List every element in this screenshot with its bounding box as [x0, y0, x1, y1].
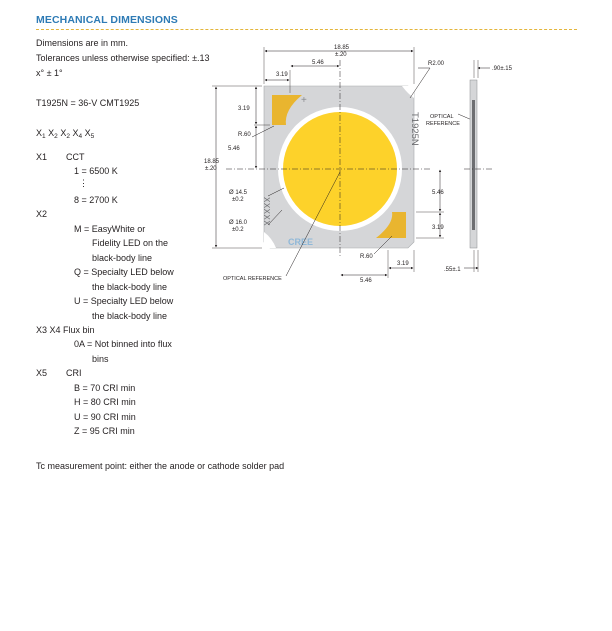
dim-r60-top: R.60 — [238, 132, 251, 138]
code-subscript: 1 — [42, 133, 46, 140]
x2-option-u-cont: the black-body line — [92, 311, 168, 321]
dim-145-tol: ±0.2 — [232, 197, 244, 203]
code-subscript: 2 — [54, 133, 58, 140]
tolerance-note: Tolerances unless otherwise specified: ±.13 — [36, 53, 210, 63]
x2-option-q-cont: the black-body line — [92, 282, 168, 292]
dim-total-height: 18.85 — [204, 159, 220, 165]
x1-option: 1 = 6500 K — [74, 166, 118, 176]
dim-r200: R2.00 — [428, 61, 445, 67]
optical-reference-right: REFERENCE — [426, 121, 460, 127]
x34-option-cont: bins — [92, 354, 109, 364]
dim-thickness: .90±.15 — [492, 66, 512, 72]
x2-option-m: M = EasyWhite or — [74, 224, 146, 234]
dim-319-right: 3.19 — [432, 225, 444, 231]
leader-r200 — [410, 68, 430, 98]
dim-546-right: 5.46 — [432, 190, 444, 196]
part-code-template — [36, 128, 94, 140]
x5-label: X5 — [36, 368, 48, 378]
code-letter: X — [60, 128, 67, 138]
optical-reference-right: OPTICAL — [430, 114, 454, 120]
x5-name: CRI — [66, 368, 82, 378]
dim-160-tol: ±0.2 — [232, 227, 244, 233]
x5-option: B = 70 CRI min — [74, 383, 136, 393]
code-letter: X — [36, 128, 43, 138]
dim-total-width: 18.85 — [334, 45, 350, 51]
dim-546-bottom: 5.46 — [360, 278, 372, 284]
code-subscript: 4 — [78, 133, 83, 140]
code-subscript: 5 — [90, 133, 95, 140]
x34-label: X3 X4 Flux bin — [36, 325, 95, 335]
tc-measurement-note: Tc measurement point: either the anode or cathode solder pad — [36, 461, 285, 471]
dim-160: Ø 16.0 — [229, 220, 248, 226]
dim-145: Ø 14.5 — [229, 190, 248, 196]
x2-label: X2 — [36, 209, 48, 219]
x2-option-u: U = Specialty LED below — [74, 296, 174, 306]
part-marking: T1925N — [409, 112, 420, 146]
part-code: XXXXX — [262, 197, 271, 227]
x2-option-q: Q = Specialty LED below — [74, 267, 174, 277]
x5-option: H = 80 CRI min — [74, 397, 136, 407]
dim-total-height-tol: ±.20 — [205, 166, 217, 172]
dim-total-width-tol: ±.20 — [335, 52, 347, 58]
section-heading: MECHANICAL DIMENSIONS — [36, 14, 178, 26]
x5-option: U = 90 CRI min — [74, 412, 136, 422]
x5-option: Z = 95 CRI min — [74, 426, 135, 436]
x34-option: 0A = Not binned into flux — [74, 339, 172, 349]
code-subscript: 2 — [66, 133, 70, 140]
code-letter: X — [84, 128, 91, 138]
optical-reference-left: OPTICAL REFERENCE — [223, 276, 282, 282]
side-view-lens — [472, 100, 475, 230]
dim-r60-bottom: R.60 — [360, 254, 373, 260]
plus-mark: + — [301, 95, 307, 106]
model-code: T1925N = 36-V CMT1925 — [36, 98, 140, 108]
x2-option-m-cont: Fidelity LED on the — [92, 238, 169, 248]
dim-546-top: 5.46 — [312, 60, 324, 66]
x1-option: 8 = 2700 K — [74, 195, 118, 205]
heading-divider — [36, 29, 577, 30]
dim-546-left: 5.46 — [228, 146, 240, 152]
x2-option-m-cont: black-body line — [92, 253, 153, 263]
x1-ellipsis: ⋮ — [79, 178, 88, 188]
angle-tolerance-note: x° ± 1° — [36, 68, 63, 78]
code-letter: X — [48, 128, 55, 138]
mechanical-drawing — [196, 38, 526, 288]
dim-side: .55±.1 — [444, 267, 461, 273]
brand-logo: CREE — [288, 237, 314, 247]
dim-319-left: 3.19 — [238, 106, 250, 112]
dim-319-bottom: 3.19 — [397, 261, 409, 267]
code-letter: X — [72, 128, 79, 138]
x1-name: CCT — [66, 152, 85, 162]
units-note: Dimensions are in mm. — [36, 38, 129, 48]
dim-319-top: 3.19 — [276, 72, 288, 78]
x1-label: X1 — [36, 152, 48, 162]
